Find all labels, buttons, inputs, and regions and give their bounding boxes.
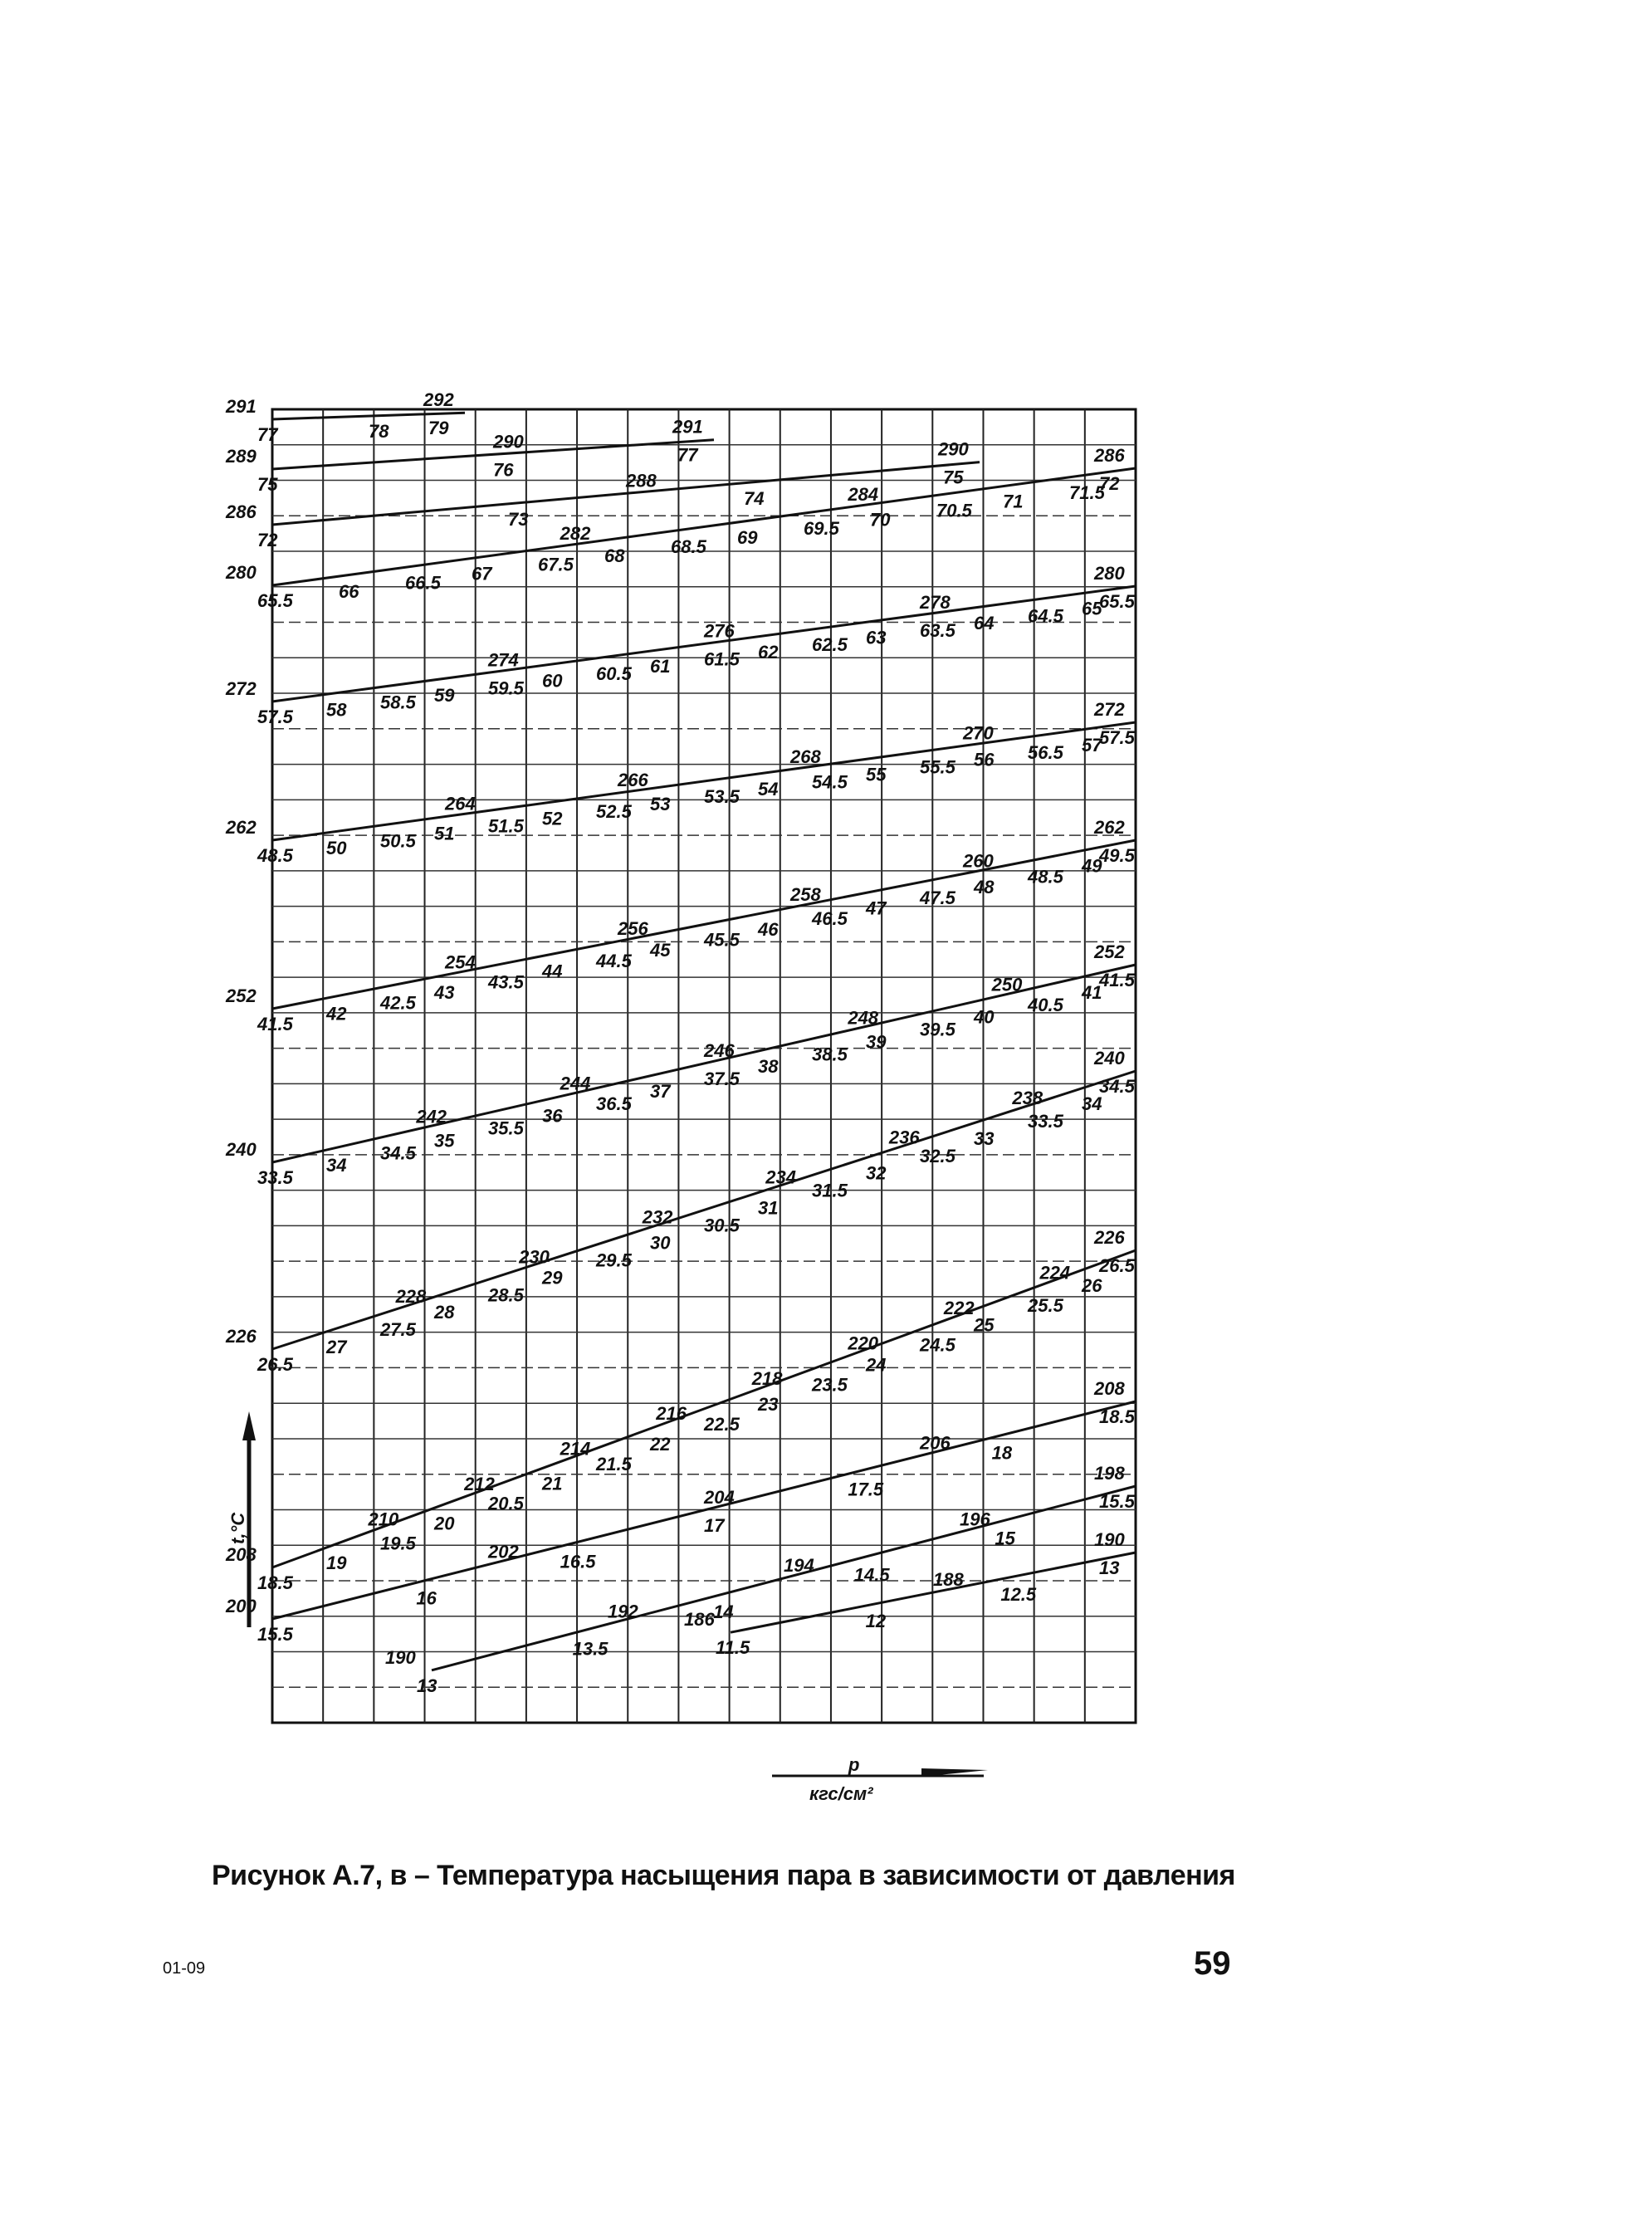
pressure-label: 35.5 <box>488 1117 524 1139</box>
temperature-label: 278 <box>920 591 951 613</box>
pressure-label: 23 <box>758 1394 779 1416</box>
figure-caption: Рисунок А.7, в – Температура насыщения пара в зависимости от давления <box>212 1860 1235 1891</box>
temperature-label: 264 <box>445 793 476 814</box>
temperature-label: 288 <box>626 470 657 491</box>
temperature-label: 232 <box>642 1206 673 1228</box>
pressure-label: 20.5 <box>488 1493 524 1514</box>
pressure-label: 68.5 <box>671 535 706 557</box>
pressure-label: 27.5 <box>380 1319 416 1341</box>
pressure-label: 16.5 <box>560 1551 596 1572</box>
pressure-label: 35 <box>434 1130 455 1152</box>
pressure-label: 23.5 <box>812 1374 848 1396</box>
pressure-label: 56.5 <box>1028 741 1063 763</box>
temperature-label: 286 <box>1094 445 1125 466</box>
pressure-label: 41 <box>1082 981 1102 1003</box>
pressure-label: 38 <box>758 1056 779 1078</box>
saturation-line <box>272 586 1136 702</box>
pressure-label: 25 <box>974 1314 995 1336</box>
pressure-label: 47.5 <box>920 887 956 908</box>
pressure-label: 47 <box>866 897 887 919</box>
y-axis-label: t,°C <box>227 1512 248 1544</box>
pressure-label: 40.5 <box>1028 994 1063 1015</box>
temperature-label: 236 <box>888 1127 920 1148</box>
temperature-label: 194 <box>784 1554 814 1576</box>
pressure-label: 45 <box>650 940 671 961</box>
temperature-label: 224 <box>1039 1262 1071 1284</box>
pressure-label: 53.5 <box>704 786 740 807</box>
pressure-label: 14 <box>713 1602 734 1623</box>
temperature-label: 186 <box>684 1609 715 1631</box>
pressure-label: 54 <box>758 779 779 800</box>
y-axis-arrowhead <box>242 1411 256 1440</box>
temperature-label: 208 <box>226 1544 257 1565</box>
pressure-label: 57.5 <box>1099 727 1135 748</box>
pressure-label: 12.5 <box>1000 1584 1037 1606</box>
temperature-label: 226 <box>1094 1227 1125 1248</box>
temperature-label: 252 <box>1094 941 1125 962</box>
pressure-label: 21.5 <box>596 1453 632 1474</box>
temperature-label: 198 <box>1094 1463 1125 1484</box>
pressure-label: 39 <box>866 1031 887 1053</box>
temperature-label: 252 <box>226 985 257 1006</box>
pressure-label: 70 <box>870 509 891 531</box>
labels <box>225 389 1136 1696</box>
pressure-label: 14.5 <box>853 1564 890 1586</box>
pressure-label: 43.5 <box>488 971 524 993</box>
pressure-label: 51.5 <box>488 815 524 837</box>
temperature-label: 210 <box>368 1509 399 1530</box>
pressure-label: 26 <box>1082 1274 1102 1296</box>
pressure-label: 53 <box>650 793 671 814</box>
pressure-label: 67.5 <box>538 554 574 575</box>
temperature-label: 208 <box>1094 1378 1125 1399</box>
pressure-label: 32.5 <box>920 1145 956 1166</box>
pressure-label: 48.5 <box>1028 866 1063 888</box>
temperature-label: 254 <box>445 951 476 973</box>
pressure-label: 63 <box>866 627 887 648</box>
temperature-label: 290 <box>493 431 524 452</box>
pressure-label: 65.5 <box>1099 591 1135 612</box>
pressure-label: 37.5 <box>704 1068 740 1089</box>
temperature-label: 242 <box>416 1106 447 1127</box>
pressure-label: 75 <box>943 467 964 488</box>
pressure-label: 50 <box>326 838 347 859</box>
pressure-label: 30 <box>650 1232 671 1254</box>
pressure-label: 78 <box>369 421 389 443</box>
pressure-label: 21 <box>542 1473 563 1494</box>
temperature-label: 286 <box>226 501 257 522</box>
pressure-label: 13 <box>417 1675 437 1696</box>
saturation-line <box>432 1486 1136 1670</box>
temperature-label: 292 <box>423 389 454 411</box>
temperature-label: 248 <box>848 1007 879 1029</box>
pressure-label: 42.5 <box>380 992 416 1014</box>
pressure-label: 64 <box>974 613 995 634</box>
temperature-label: 218 <box>751 1367 783 1389</box>
pressure-label: 41.5 <box>1099 970 1135 990</box>
pressure-label: 25.5 <box>1028 1294 1063 1316</box>
pressure-label: 74 <box>744 487 765 509</box>
pressure-label: 66.5 <box>405 572 441 594</box>
temperature-label: 214 <box>560 1438 591 1460</box>
pressure-label: 38.5 <box>812 1044 848 1065</box>
pressure-label: 48.5 <box>257 845 293 866</box>
temperature-label: 216 <box>656 1403 687 1425</box>
temperature-label: 272 <box>1094 699 1125 720</box>
pressure-label: 43 <box>434 981 455 1003</box>
pressure-label: 79 <box>428 418 449 439</box>
pressure-label: 59.5 <box>488 677 524 699</box>
pressure-label: 13 <box>1099 1558 1120 1578</box>
pressure-label: 61 <box>650 656 671 677</box>
temperature-label: 260 <box>963 850 994 872</box>
pressure-label: 49.5 <box>1099 845 1135 866</box>
pressure-label: 15 <box>995 1528 1015 1549</box>
pressure-label: 15.5 <box>1099 1491 1135 1512</box>
pressure-label: 69 <box>737 527 758 549</box>
temperature-label: 220 <box>848 1333 879 1354</box>
temperature-label: 282 <box>560 523 591 544</box>
pressure-label: 77 <box>677 444 698 466</box>
temperature-label: 240 <box>226 1139 257 1160</box>
pressure-label: 60.5 <box>596 663 632 684</box>
pressure-label: 16 <box>416 1587 437 1609</box>
temperature-label: 190 <box>385 1646 416 1668</box>
pressure-label: 72 <box>257 530 278 550</box>
pressure-label: 55 <box>866 764 887 785</box>
temperature-label: 244 <box>560 1073 591 1094</box>
pressure-label: 65 <box>1082 598 1102 619</box>
pressure-label: 39.5 <box>920 1019 956 1040</box>
temperature-label: 266 <box>618 770 648 791</box>
pressure-label: 50.5 <box>380 830 416 852</box>
pressure-label: 26.5 <box>1099 1255 1135 1276</box>
pressure-label: 62.5 <box>812 634 848 656</box>
temperature-label: 228 <box>395 1286 427 1308</box>
pressure-label: 30.5 <box>704 1215 740 1236</box>
pressure-label: 33.5 <box>257 1167 293 1188</box>
pressure-label: 15.5 <box>257 1624 293 1645</box>
pressure-label: 46.5 <box>812 908 848 930</box>
pressure-label: 44.5 <box>596 950 632 971</box>
pressure-label: 71 <box>1003 491 1024 512</box>
pressure-label: 13.5 <box>572 1638 609 1660</box>
pressure-label: 75 <box>257 474 278 495</box>
x-axis-unit: кгс/см² <box>809 1783 873 1804</box>
temperature-label: 196 <box>960 1509 990 1530</box>
temperature-label: 291 <box>672 416 703 438</box>
document-code: 01-09 <box>163 1959 206 1978</box>
temperature-label: 250 <box>991 974 1023 995</box>
temperature-label: 268 <box>790 746 821 767</box>
temperature-label: 272 <box>226 678 257 699</box>
pressure-label: 24.5 <box>920 1334 956 1356</box>
pressure-label: 12 <box>865 1611 887 1632</box>
temperature-label: 280 <box>1094 563 1125 584</box>
temperature-label: 192 <box>608 1601 638 1622</box>
pressure-label: 33.5 <box>1028 1110 1063 1132</box>
pressure-label: 29 <box>542 1267 563 1289</box>
pressure-label: 64.5 <box>1028 605 1063 627</box>
temperature-label: 258 <box>790 884 821 906</box>
pressure-label: 42 <box>326 1003 347 1024</box>
temperature-label: 230 <box>519 1246 550 1268</box>
pressure-label: 52.5 <box>596 800 632 822</box>
pressure-label: 67 <box>472 563 492 584</box>
temperature-label: 284 <box>848 484 879 505</box>
pressure-label: 34.5 <box>1099 1076 1135 1097</box>
pressure-label: 62 <box>758 641 779 663</box>
pressure-label: 17.5 <box>848 1479 884 1500</box>
pressure-label: 77 <box>257 424 278 445</box>
temperature-label: 246 <box>704 1040 735 1061</box>
pressure-label: 72 <box>1099 473 1120 494</box>
temperature-label: 202 <box>488 1541 519 1562</box>
pressure-label: 29.5 <box>596 1249 632 1271</box>
pressure-label: 18.5 <box>1099 1406 1135 1427</box>
temperature-label: 289 <box>226 446 257 467</box>
pressure-label: 31 <box>758 1197 779 1219</box>
pressure-label: 44 <box>542 961 563 982</box>
pressure-label: 56 <box>974 749 995 770</box>
temperature-label: 204 <box>704 1487 735 1508</box>
pressure-label: 19 <box>326 1553 347 1574</box>
temperature-label: 226 <box>226 1326 257 1347</box>
page-number: 59 <box>1194 1945 1231 1982</box>
pressure-label: 63.5 <box>920 619 956 641</box>
pressure-label: 28.5 <box>488 1284 524 1306</box>
pressure-label: 26.5 <box>257 1354 293 1375</box>
pressure-label: 73 <box>508 508 529 530</box>
saturation-line <box>272 1071 1136 1349</box>
pressure-label: 58.5 <box>380 692 416 713</box>
pressure-label: 37 <box>650 1080 671 1102</box>
pressure-label: 57.5 <box>257 707 293 727</box>
pressure-label: 18 <box>991 1442 1013 1464</box>
pressure-label: 55.5 <box>920 756 956 778</box>
pressure-label: 57 <box>1082 734 1102 756</box>
temperature-label: 240 <box>1094 1048 1125 1068</box>
pressure-label: 34.5 <box>380 1142 416 1164</box>
pressure-label: 28 <box>434 1302 455 1323</box>
pressure-label: 27 <box>326 1337 347 1358</box>
pressure-label: 20 <box>434 1513 455 1534</box>
pressure-label: 45.5 <box>704 929 740 951</box>
temperature-label: 222 <box>943 1297 975 1318</box>
pressure-label: 70.5 <box>936 500 972 521</box>
temperature-label: 262 <box>1094 817 1125 838</box>
pressure-label: 22.5 <box>704 1414 740 1435</box>
pressure-label: 59 <box>434 684 455 706</box>
pressure-label: 76 <box>493 459 514 481</box>
saturation-line <box>272 722 1136 840</box>
temperature-label: 256 <box>618 917 648 939</box>
pressure-label: 34 <box>326 1155 347 1176</box>
pressure-label: 65.5 <box>257 590 293 611</box>
temperature-label: 190 <box>1094 1529 1125 1550</box>
temperature-label: 270 <box>963 722 994 744</box>
pressure-label: 36.5 <box>596 1093 632 1114</box>
pressure-label: 19.5 <box>380 1533 416 1554</box>
temperature-label: 262 <box>226 817 257 838</box>
temperature-label: 280 <box>226 562 257 583</box>
pressure-label: 18.5 <box>257 1572 293 1593</box>
pressure-label: 69.5 <box>804 518 839 540</box>
pressure-label: 40 <box>974 1006 995 1028</box>
temperature-label: 212 <box>464 1474 495 1495</box>
pressure-label: 31.5 <box>812 1180 848 1201</box>
pressure-label: 58 <box>326 699 347 721</box>
temperature-label: 238 <box>1012 1087 1043 1108</box>
pressure-label: 48 <box>974 877 995 898</box>
pressure-label: 17 <box>704 1515 725 1536</box>
pressure-label: 71.5 <box>1069 482 1105 503</box>
pressure-label: 49 <box>1082 855 1102 877</box>
pressure-label: 68 <box>604 545 625 566</box>
pressure-label: 52 <box>542 808 563 829</box>
temperature-label: 276 <box>704 620 735 642</box>
pressure-label: 32 <box>866 1162 887 1184</box>
pressure-label: 66 <box>339 581 359 603</box>
pressure-label: 60 <box>542 670 563 692</box>
pressure-label: 46 <box>758 918 779 940</box>
pressure-label: 54.5 <box>812 771 848 793</box>
pressure-label: 61.5 <box>704 648 740 670</box>
temperature-label: 188 <box>933 1569 964 1591</box>
pressure-label: 11.5 <box>716 1637 750 1659</box>
pressure-label: 34 <box>1082 1093 1102 1114</box>
temperature-label: 200 <box>226 1596 257 1616</box>
temperature-label: 290 <box>938 438 969 460</box>
pressure-label: 41.5 <box>257 1014 293 1034</box>
pressure-label: 33 <box>974 1127 995 1149</box>
temperature-label: 274 <box>488 649 519 671</box>
temperature-label: 291 <box>226 396 257 417</box>
temperature-label: 234 <box>765 1166 797 1188</box>
temperature-label: 206 <box>920 1432 951 1454</box>
pressure-label: 51 <box>434 823 455 844</box>
pressure-label: 22 <box>650 1433 671 1455</box>
pressure-label: 24 <box>866 1354 887 1376</box>
pressure-label: 36 <box>542 1105 563 1127</box>
x-axis-label: p <box>848 1754 860 1775</box>
